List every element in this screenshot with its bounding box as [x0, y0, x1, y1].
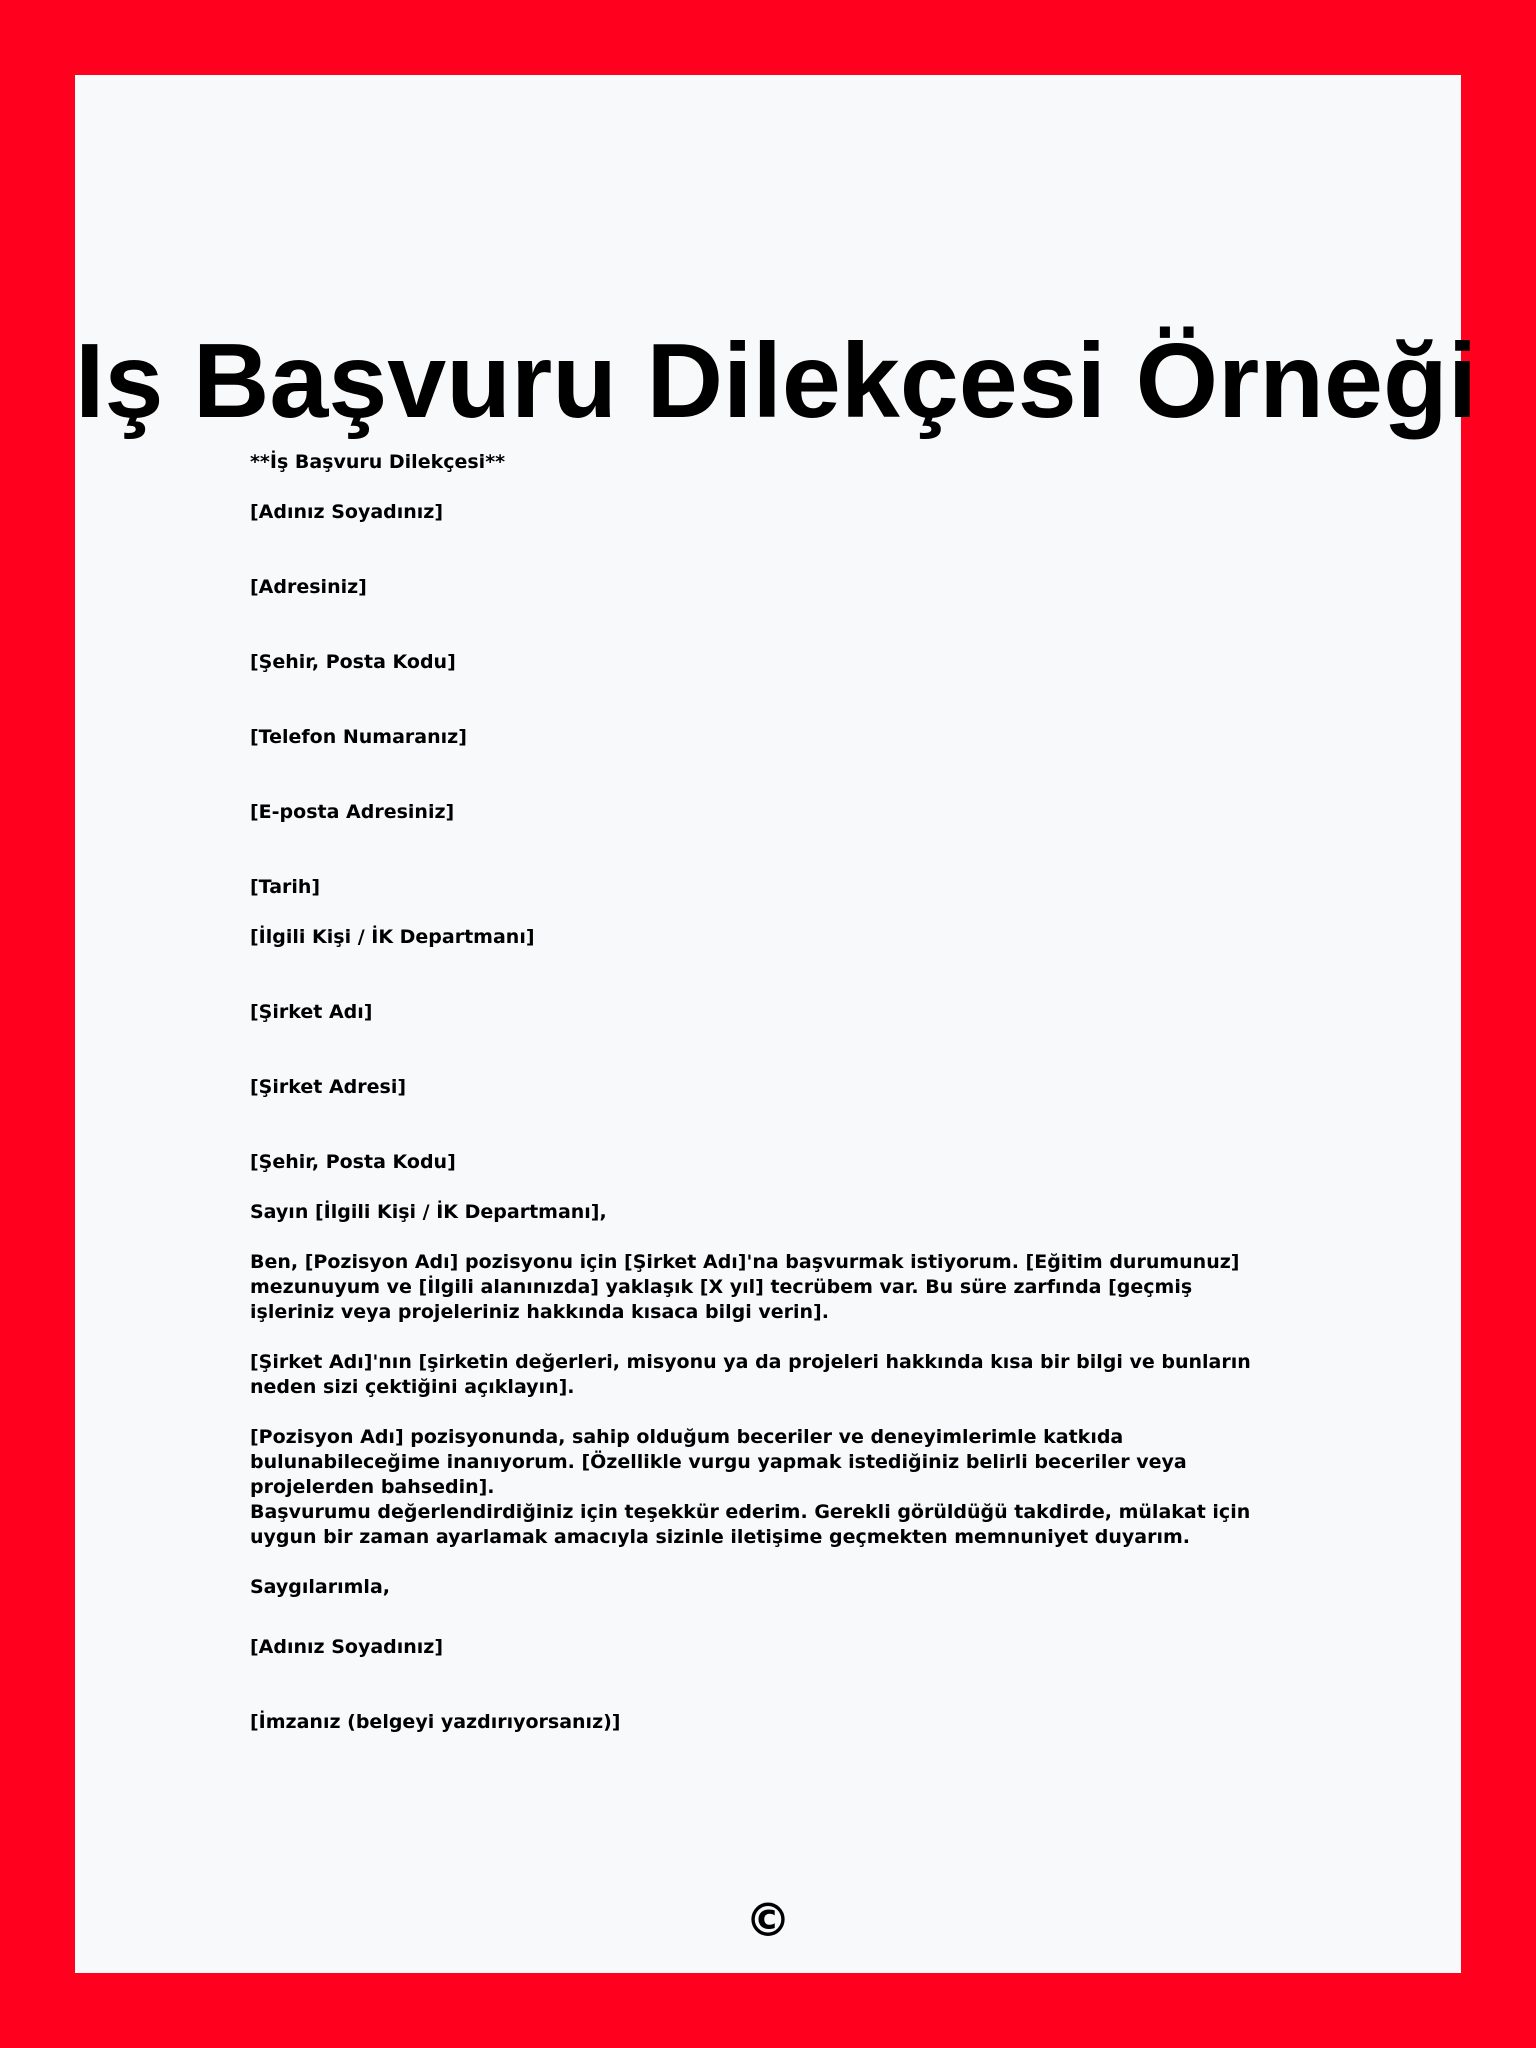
sender-city: [Şehir, Posta Kodu] — [250, 651, 456, 673]
sender-name: [Adınız Soyadınız] — [250, 501, 444, 523]
body-paragraph-2: [Şirket Adı]'nın [şirketin değerleri, misyonu ya da projeleri hakkında kısa bir bilgi ve bunların neden sizi çektiğini açıklayın]. — [250, 1351, 1251, 1398]
recipient-contact: [İlgili Kişi / İK Departmanı] — [250, 926, 535, 948]
closing: Saygılarımla, — [250, 1576, 390, 1598]
sender-phone: [Telefon Numaranız] — [250, 726, 467, 748]
sender-address: [Adresiniz] — [250, 576, 367, 598]
body-paragraph-1: Ben, [Pozisyon Adı] pozisyonu için [Şirket Adı]'na başvurmak istiyorum. [Eğitim durumunuz] mezunuyum ve [İlgili alanınızda] yaklaşık [X yıl] tecrübem var. Bu süre zarfında [geçmiş işleriniz veya projeleriniz hakkında kısaca bilgi verin]. — [250, 1251, 1240, 1323]
sender-email: [E-posta Adresiniz] — [250, 801, 455, 823]
body-paragraph-3: [Pozisyon Adı] pozisyonunda, sahip olduğum beceriler ve deneyimlerimle katkıda bulunabileceğime inanıyorum. [Özellikle vurgu yapmak istediğiniz belirli beceriler veya projelerden bahsedin]. — [250, 1426, 1187, 1498]
signature-note: [İmzanız (belgeyi yazdırıyorsanız)] — [250, 1711, 621, 1733]
letter-date: [Tarih] — [250, 876, 321, 898]
recipient-company: [Şirket Adı] — [250, 1001, 373, 1023]
letter-heading: **İş Başvuru Dilekçesi** — [250, 451, 506, 473]
copyright-symbol: © — [745, 1893, 791, 1947]
document-title: Iş Başvuru Dilekçesi Örneği — [75, 322, 1478, 440]
body-paragraph-4: Başvurumu değerlendirdiğiniz için teşekkür ederim. Gerekli görüldüğü takdirde, mülakat için uygun bir zaman ayarlamak amacıyla sizinle iletişime geçmekten memnuniyet duyarım. — [250, 1501, 1251, 1548]
salutation: Sayın [İlgili Kişi / İK Departmanı], — [250, 1201, 607, 1223]
signature-name: [Adınız Soyadınız] — [250, 1636, 444, 1658]
recipient-address: [Şirket Adresi] — [250, 1076, 407, 1098]
document-page — [75, 75, 1478, 1973]
recipient-city: [Şehir, Posta Kodu] — [250, 1151, 456, 1173]
